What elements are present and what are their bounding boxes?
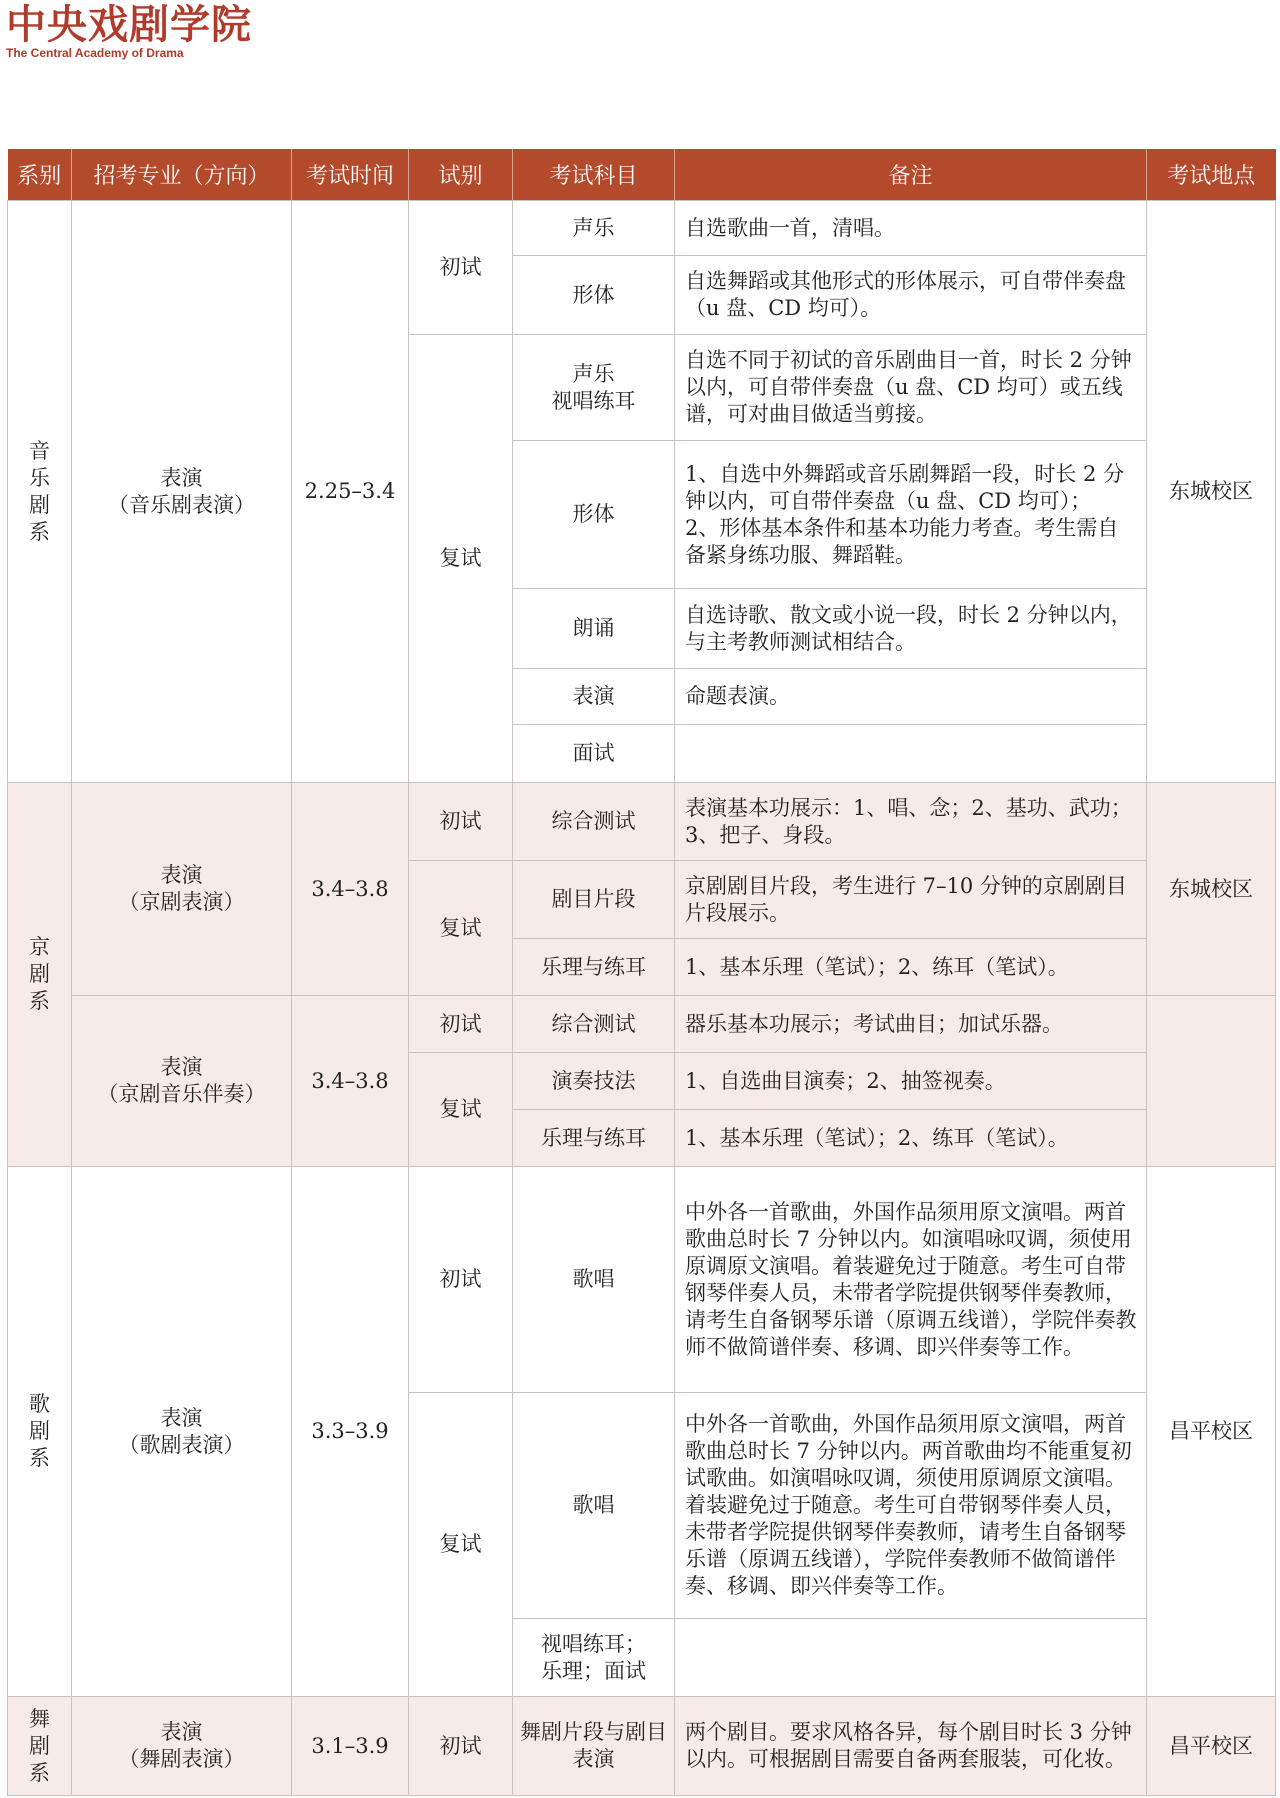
subject-cell: 表演 [513,669,675,725]
major-cell [72,1697,292,1796]
note-cell: 命题表演。 [675,669,1147,725]
header-location: 考试地点 [1147,149,1276,201]
major-cell [72,783,292,996]
subject-cell [513,335,675,441]
table-row [8,996,1276,1053]
major-cell [72,201,292,783]
subject-cell: 朗诵 [513,589,675,669]
subject-cell: 演奏技法 [513,1053,675,1110]
subject-cell: 综合测试 [513,996,675,1053]
dept-name: 舞剧系 [29,1706,50,1785]
location-cell: 东城校区 [1147,201,1276,783]
subject-line: 视唱练耳 [551,388,636,413]
subject-line: 视唱练耳； [541,1631,646,1656]
note-cell [675,725,1147,783]
header-major: 招考专业（方向） [72,149,292,201]
major-direction: （京剧表演） [118,890,245,914]
table-row [8,1697,1276,1796]
subject-cell: 乐理与练耳 [513,939,675,996]
table-row [8,1167,1276,1393]
exam-time: 3.1–3.9 [292,1697,409,1796]
header-stage: 试别 [409,149,513,201]
logo-english: The Central Academy of Drama [6,46,184,60]
major-direction: （舞剧表演） [118,1747,245,1771]
exam-schedule-table [7,149,1276,1796]
location-cell: 昌平校区 [1147,1697,1276,1796]
academy-logo [6,0,252,60]
major-name: 表演 [160,1405,203,1430]
subject-cell: 声乐 [513,201,675,256]
note-cell [675,441,1147,589]
note-cell: 中外各一首歌曲，外国作品须用原文演唱，两首歌曲总时长 7 分钟以内。两首歌曲均不能重复初试歌曲。如演唱咏叹调，须使用原调原文演唱。着装避免过于随意。考生可自带钢琴伴奏人员，未带者学院提供钢琴伴奏教师，请考生自备钢琴乐谱（原调五线谱），学院伴奏教师不做简谱伴奏、移调、即兴伴奏等工作。 [675,1393,1147,1619]
dept-cell [8,201,72,783]
table-row [8,201,1276,256]
subject-cell: 面试 [513,725,675,783]
note-cell: 中外各一首歌曲，外国作品须用原文演唱。两首歌曲总时长 7 分钟以内。如演唱咏叹调，须使用原调原文演唱。着装避免过于随意。考生可自带钢琴伴奏人员，未带者学院提供钢琴伴奏教师，请考生自备钢琴乐谱（原调五线谱），学院伴奏教师不做简谱伴奏、移调、即兴伴奏等工作。 [675,1167,1147,1393]
dept-cell [8,1697,72,1796]
header-subject: 考试科目 [513,149,675,201]
dept-name: 音乐剧系 [29,438,50,544]
header-note: 备注 [675,149,1147,201]
subject-cell: 剧目片段 [513,861,675,939]
location-cell: 东城校区 [1147,783,1276,996]
stage-cell: 初试 [409,996,513,1053]
note-cell: 1、基本乐理（笔试）；2、练耳（笔试）。 [675,939,1147,996]
location-cell: 昌平校区 [1147,1167,1276,1697]
subject-cell: 乐理与练耳 [513,1110,675,1167]
location-cell-empty [1147,996,1276,1167]
logo-chinese: 中央戏剧学院 [6,1,252,48]
note-cell: 1、自选曲目演奏；2、抽签视奏。 [675,1053,1147,1110]
subject-cell: 形体 [513,256,675,335]
exam-time: 3.4–3.8 [292,996,409,1167]
subject-cell: 综合测试 [513,783,675,861]
dept-name: 歌剧系 [29,1392,50,1470]
major-name: 表演 [160,863,203,887]
note-line: 1、自选中外舞蹈或音乐剧舞蹈一段，时长 2 分钟以内，可自带伴奏盘（u 盘、CD 均可）； [685,461,1125,513]
major-direction: （京剧音乐伴奏） [97,1082,266,1106]
major-name: 表演 [160,1055,203,1079]
exam-time: 3.3–3.9 [292,1167,409,1697]
subject-cell: 形体 [513,441,675,589]
stage-cell: 初试 [409,1167,513,1393]
major-direction: （音乐剧表演） [108,492,255,517]
subject-cell: 歌唱 [513,1393,675,1619]
major-cell [72,996,292,1167]
header-row [8,149,1276,201]
note-cell [675,1619,1147,1697]
stage-cell: 复试 [409,1393,513,1697]
stage-cell: 初试 [409,783,513,861]
stage-cell: 复试 [409,861,513,996]
header-dept: 系别 [8,149,72,201]
subject-line: 乐理；面试 [541,1658,646,1683]
note-cell: 自选诗歌、散文或小说一段，时长 2 分钟以内，与主考教师测试相结合。 [675,589,1147,669]
dept-name: 京剧系 [29,935,50,1013]
subject-line: 声乐 [572,361,615,386]
note-cell: 器乐基本功展示；考试曲目；加试乐器。 [675,996,1147,1053]
note-cell: 1、基本乐理（笔试）；2、练耳（笔试）。 [675,1110,1147,1167]
stage-cell: 初试 [409,1697,513,1796]
note-cell: 自选歌曲一首，清唱。 [675,201,1147,256]
major-name: 表演 [160,465,203,490]
note-cell: 表演基本功展示：1、唱、念；2、基功、武功；3、把子、身段。 [675,783,1147,861]
exam-time: 2.25–3.4 [292,201,409,783]
dept-cell [8,783,72,1167]
major-cell [72,1167,292,1697]
stage-cell: 初试 [409,201,513,335]
note-cell: 自选不同于初试的音乐剧曲目一首，时长 2 分钟以内，可自带伴奏盘（u 盘、CD 均可）或五线谱，可对曲目做适当剪接。 [675,335,1147,441]
exam-time: 3.4–3.8 [292,783,409,996]
major-name: 表演 [160,1720,203,1744]
major-direction: （歌剧表演） [118,1432,245,1457]
stage-cell: 复试 [409,1053,513,1167]
stage-cell: 复试 [409,335,513,783]
note-cell: 自选舞蹈或其他形式的形体展示，可自带伴奏盘（u 盘、CD 均可）。 [675,256,1147,335]
note-cell: 京剧剧目片段，考生进行 7–10 分钟的京剧剧目片段展示。 [675,861,1147,939]
subject-cell: 歌唱 [513,1167,675,1393]
header-time: 考试时间 [292,149,409,201]
dept-cell [8,1167,72,1697]
note-cell: 两个剧目。要求风格各异，每个剧目时长 3 分钟以内。可根据剧目需要自备两套服装，可化妆。 [675,1697,1147,1796]
subject-cell [513,1619,675,1697]
table-row [8,783,1276,861]
note-line: 2、形体基本条件和基本功能力考查。考生需自备紧身练功服、舞蹈鞋。 [685,515,1119,567]
subject-cell: 舞剧片段与剧目表演 [513,1697,675,1796]
